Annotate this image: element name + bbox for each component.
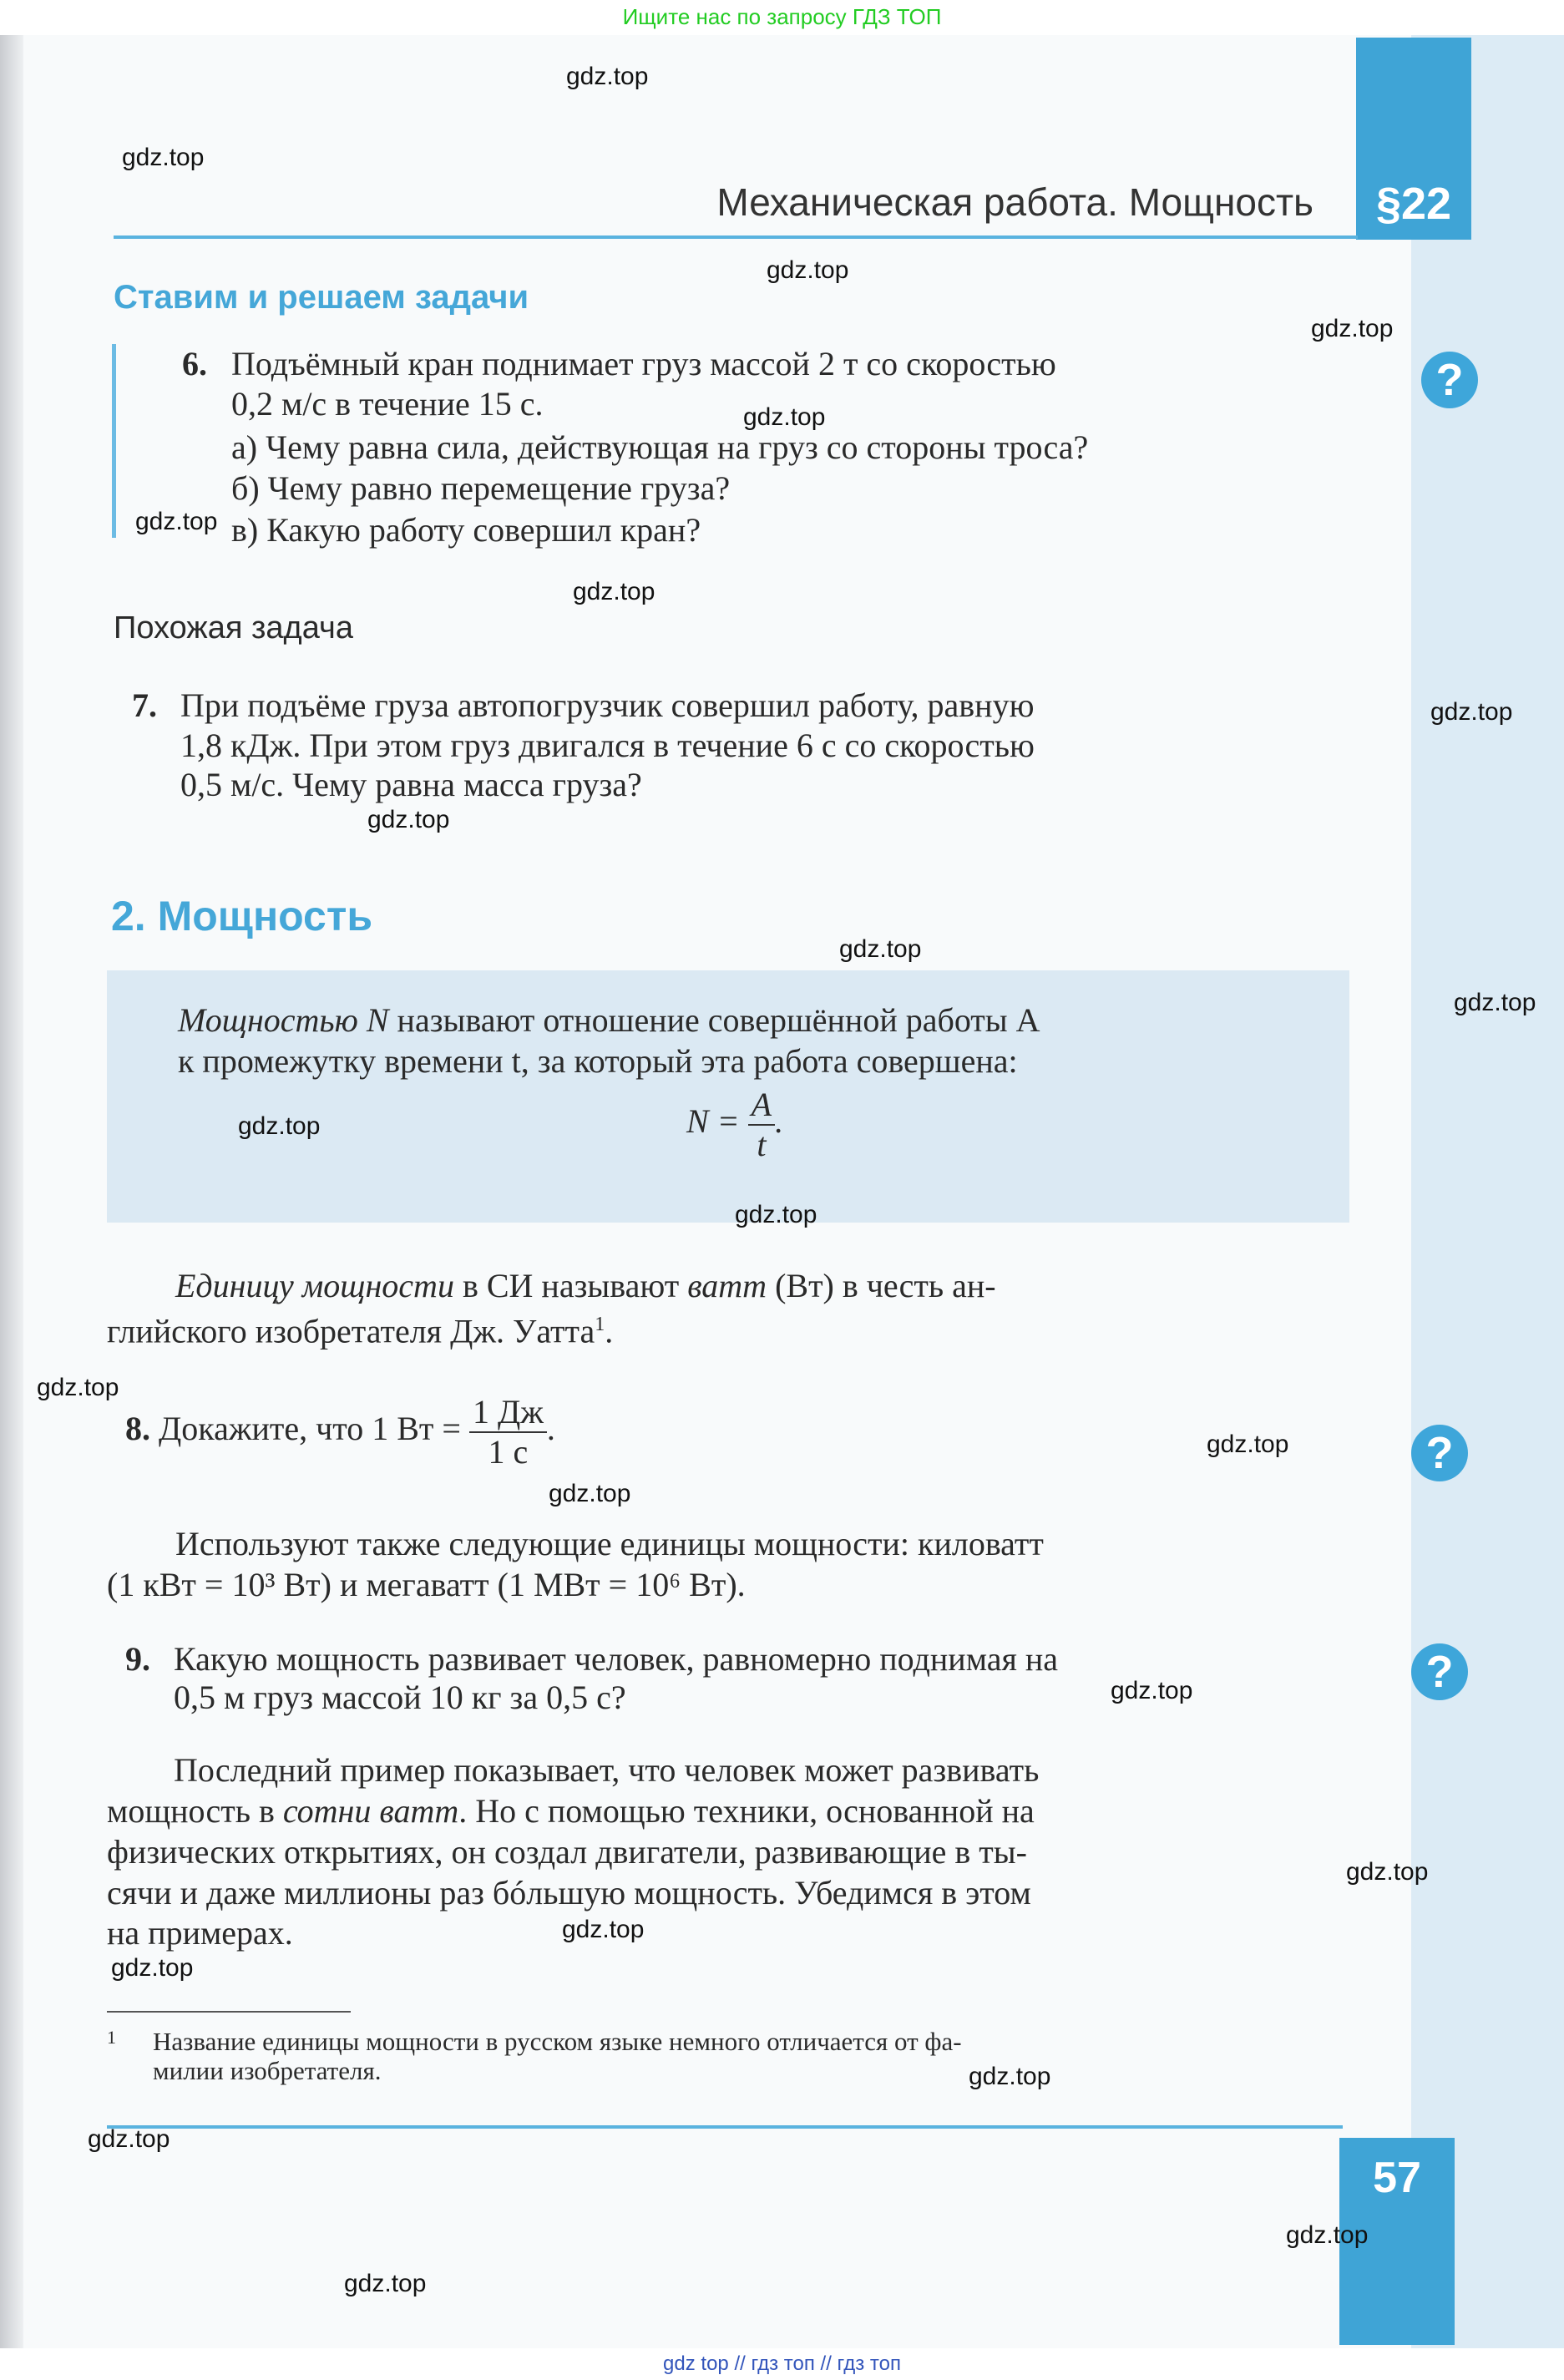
- task8-text: Докажите, что 1 Вт =: [159, 1410, 461, 1448]
- definition-text: называют отношение совершённой работы A: [388, 1001, 1040, 1039]
- task6-line: 0,2 м/с в течение 15 с.: [231, 385, 544, 423]
- footnote-line: Название единицы мощности в русском языке немного отличается от фа-: [153, 2027, 962, 2056]
- watermark: gdz.top: [839, 935, 922, 963]
- footnote-mark: 1: [107, 2027, 116, 2048]
- unit-text: в СИ называют: [453, 1267, 688, 1304]
- paragraph-text: . Но с помощью техники, основанной на: [458, 1792, 1035, 1830]
- unit-term: Единицу мощности: [175, 1267, 454, 1304]
- paragraph-text: мощность в: [107, 1792, 283, 1830]
- bottom-banner-text: gdz top // гдз топ // гдз топ: [663, 2352, 901, 2375]
- top-banner-text: Ищите нас по запросу ГДЗ ТОП: [622, 4, 942, 29]
- watermark: gdz.top: [969, 2063, 1051, 2090]
- paragraph-emphasis: сотни ватт: [282, 1792, 459, 1830]
- watermark: gdz.top: [566, 63, 649, 90]
- fraction-denominator: 1 с: [488, 1433, 529, 1471]
- task7-line: 0,5 м/с. Чему равна масса груза?: [180, 766, 642, 803]
- page-binding-edge: [0, 35, 23, 2348]
- task8-line: [125, 1393, 555, 1471]
- task9-line: Какую мощность развивает человек, равномерно поднимая на: [174, 1640, 1059, 1678]
- watermark: gdz.top: [122, 144, 205, 171]
- question-icon: ?: [1411, 1425, 1468, 1481]
- task8-text: .: [546, 1410, 555, 1448]
- watermark: gdz.top: [549, 1480, 631, 1507]
- task7-line: При подъёме груза автопогрузчик совершил работу, равную: [180, 686, 1035, 724]
- watermark: gdz.top: [1286, 2221, 1369, 2249]
- watermark: gdz.top: [1430, 698, 1513, 726]
- definition-term: Мощностью N: [178, 1001, 389, 1039]
- watermark: gdz.top: [767, 256, 849, 284]
- watt-term: ватт: [687, 1267, 767, 1304]
- formula-numerator: A: [748, 1086, 775, 1126]
- question-icon: ?: [1421, 352, 1478, 408]
- header-divider: [114, 235, 1358, 239]
- footnote-divider: [107, 2011, 351, 2013]
- unit-text: .: [605, 1312, 614, 1350]
- paragraph-line: на примерах.: [107, 1914, 293, 1952]
- unit-paragraph-line: [175, 1266, 996, 1306]
- watermark: gdz.top: [562, 1916, 645, 1943]
- page-number: 57: [1373, 2154, 1421, 2202]
- watermark: gdz.top: [367, 806, 450, 833]
- task6-line: Подъёмный кран поднимает груз массой 2 т со скоростью: [231, 345, 1056, 382]
- watermark: gdz.top: [1111, 1677, 1193, 1704]
- watermark: gdz.top: [135, 508, 218, 535]
- task-number: 7.: [132, 686, 157, 724]
- units-line: (1 кВт = 10³ Вт) и мегаватт (1 МВт = 10⁶ Вт).: [107, 1566, 746, 1603]
- watermark: gdz.top: [1454, 989, 1536, 1016]
- paragraph-line: сячи и даже миллионы раз бóльшую мощность. Убедимся в этом: [107, 1874, 1031, 1912]
- unit-text: (Вт) в честь ан-: [767, 1267, 996, 1304]
- top-banner: [0, 0, 1564, 35]
- watermark: gdz.top: [238, 1112, 321, 1140]
- footer-divider: [107, 2125, 1343, 2129]
- fraction-numerator: 1 Дж: [469, 1393, 547, 1433]
- task6-question-c: в) Какую работу совершил кран?: [231, 511, 701, 549]
- unit-paragraph-line: [107, 1304, 613, 1351]
- similar-task-label: Похожая задача: [114, 610, 353, 646]
- bottom-banner: [0, 2348, 1564, 2380]
- units-line: Используют также следующие единицы мощности: киловатт: [175, 1525, 1044, 1562]
- watermark: gdz.top: [743, 403, 826, 431]
- page-title: Механическая работа. Мощность: [716, 180, 1313, 224]
- watermark: gdz.top: [735, 1201, 817, 1228]
- task6-question-a: а) Чему равна сила, действующая на груз со стороны троса?: [231, 428, 1089, 466]
- watermark: gdz.top: [1346, 1858, 1429, 1886]
- task-number: 6.: [182, 345, 207, 382]
- unit-text: глийского изобретателя Дж. Уатта: [107, 1312, 595, 1350]
- watermark: gdz.top: [573, 578, 655, 605]
- definition-line: к промежутку времени t, за который эта работа совершена:: [178, 1042, 1018, 1080]
- section-tab: [1356, 38, 1471, 240]
- watermark: gdz.top: [37, 1374, 119, 1401]
- subsection-title: Ставим и решаем задачи: [114, 279, 529, 316]
- task-marker-bar: [112, 344, 116, 538]
- definition-line: [178, 1000, 1040, 1041]
- paragraph-line: [107, 1791, 1035, 1831]
- task7-line: 1,8 кДж. При этом груз двигался в течение 6 с со скоростью: [180, 727, 1035, 764]
- formula-lhs: N =: [686, 1102, 740, 1141]
- formula-denominator: t: [757, 1126, 767, 1163]
- section-number: §22: [1375, 179, 1452, 229]
- section-heading: 2. Мощность: [111, 893, 373, 939]
- watermark: gdz.top: [88, 2125, 170, 2153]
- task-number: 9.: [125, 1640, 150, 1678]
- paragraph-line: Последний пример показывает, что человек может развивать: [174, 1751, 1040, 1789]
- footnote-ref: 1: [595, 1314, 605, 1335]
- watermark: gdz.top: [344, 2270, 427, 2297]
- watermark: gdz.top: [1207, 1431, 1289, 1458]
- question-icon: ?: [1411, 1643, 1468, 1700]
- footnote-line: милии изобретателя.: [153, 2056, 382, 2085]
- watermark: gdz.top: [111, 1954, 194, 1982]
- power-formula: N = $\frac{A}{t}$ .: [686, 1086, 784, 1163]
- task6-question-b: б) Чему равно перемещение груза?: [231, 469, 731, 507]
- watermark: gdz.top: [1311, 315, 1394, 342]
- task-number: 8.: [125, 1410, 150, 1448]
- paragraph-line: физических открытиях, он создал двигатели, развивающие в ты-: [107, 1833, 1027, 1871]
- task9-line: 0,5 м груз массой 10 кг за 0,5 с?: [174, 1679, 626, 1716]
